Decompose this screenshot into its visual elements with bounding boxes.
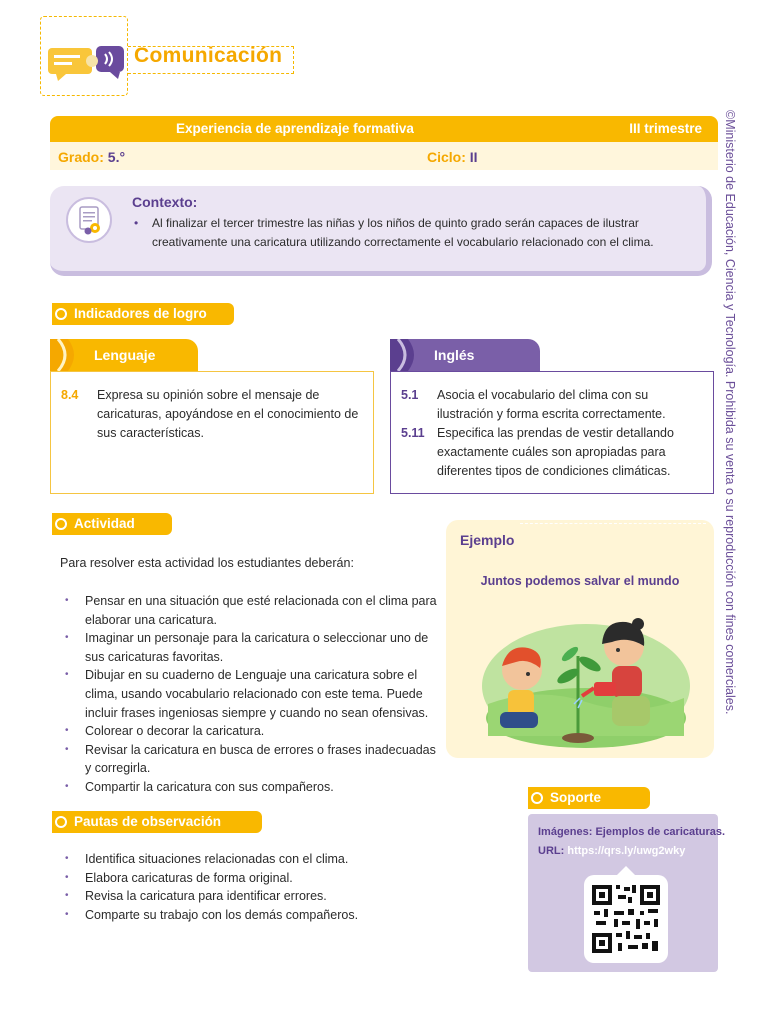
list-item: • Revisar la caricatura en busca de errores o frases inadecuadas y corregirla. bbox=[60, 741, 438, 778]
experience-band bbox=[50, 116, 718, 142]
achievement-heading: Indicadores de logro bbox=[52, 303, 234, 325]
list-item: • Dibujar en su cuaderno de Lenguaje una caricatura sobre el clima, usando vocabulario relacionado con este tema. Puede incluir frases ingeniosas siempre y cuando no sean ofensivas. bbox=[60, 666, 438, 722]
lenguaje-indicators bbox=[50, 371, 374, 494]
observation-list bbox=[60, 850, 420, 924]
page-title: Comunicación bbox=[134, 44, 283, 67]
observation-heading: Pautas de observación bbox=[52, 811, 262, 833]
indicator-item: 8.4 Expresa su opinión sobre el mensaje de caricaturas, apoyándose en el conocimiento de sus características. bbox=[61, 388, 359, 440]
list-item: • Comparte su trabajo con los demás compañeros. bbox=[60, 906, 420, 925]
activity-steps bbox=[60, 592, 438, 797]
qr-code[interactable] bbox=[584, 875, 668, 963]
list-item: • Colorear o decorar la caricatura. bbox=[60, 722, 438, 741]
tab-ingles: Inglés bbox=[390, 339, 540, 371]
grade: Grado: 5.° bbox=[58, 149, 126, 165]
document-gears-icon bbox=[66, 197, 112, 243]
copyright-note: ©Ministerio de Educación, Ciencia y Tecnología. Prohibida su venta o su reproducción con fines comerciales. bbox=[723, 110, 737, 715]
cycle: Ciclo: II bbox=[427, 149, 478, 165]
list-item: • Imaginar un personaje para la caricatura o seleccionar uno de sus caricaturas favoritas. bbox=[60, 629, 438, 666]
context-title: Contexto: bbox=[132, 194, 198, 210]
speech-bubbles-icon bbox=[44, 42, 128, 82]
activity-heading: Actividad bbox=[52, 513, 172, 535]
kids-planting-illustration bbox=[478, 606, 694, 754]
support-url: URL: https://qrs.ly/uwg2wky bbox=[538, 845, 686, 857]
list-item: • Pensar en una situación que esté relacionada con el clima para elaborar una caricatura. bbox=[60, 592, 438, 629]
tab-lenguaje: Lenguaje bbox=[50, 339, 198, 371]
list-item: • Revisa la caricatura para identificar errores. bbox=[60, 887, 420, 906]
term-label: III trimestre bbox=[629, 121, 702, 136]
example-subtitle: Juntos podemos salvar el mundo bbox=[480, 574, 680, 588]
experience-label: Experiencia de aprendizaje formativa bbox=[176, 121, 414, 136]
list-item: • Elabora caricaturas de forma original. bbox=[60, 869, 420, 888]
context-text: • Al finalizar el tercer trimestre las niñas y los niños de quinto grado serán capaces de ilustrar creativamente una caricatura utilizando correctamente el vocabulario relacionado con el clima. bbox=[132, 214, 700, 252]
activity-intro: Para resolver esta actividad los estudiantes deberán: bbox=[60, 556, 354, 570]
support-heading: Soporte bbox=[528, 787, 650, 809]
grade-band bbox=[50, 142, 718, 170]
indicator-item: 5.1 Asocia el vocabulario del clima con su ilustración y forma escrita correctamente. bbox=[401, 388, 666, 421]
list-item: • Compartir la caricatura con sus compañeros. bbox=[60, 778, 438, 797]
list-item: • Identifica situaciones relacionadas con el clima. bbox=[60, 850, 420, 869]
support-link[interactable]: https://qrs.ly/uwg2wky bbox=[567, 845, 686, 857]
example-title: Ejemplo bbox=[460, 532, 515, 548]
indicator-item: 5.11 Especifica las prendas de vestir detallando exactamente cuáles son apropiadas para diferentes tipos de condiciones climáticas. bbox=[401, 426, 674, 478]
ingles-indicators bbox=[390, 371, 714, 494]
example-divider bbox=[520, 523, 706, 524]
support-images: Imágenes: Ejemplos de caricaturas. bbox=[538, 826, 726, 838]
